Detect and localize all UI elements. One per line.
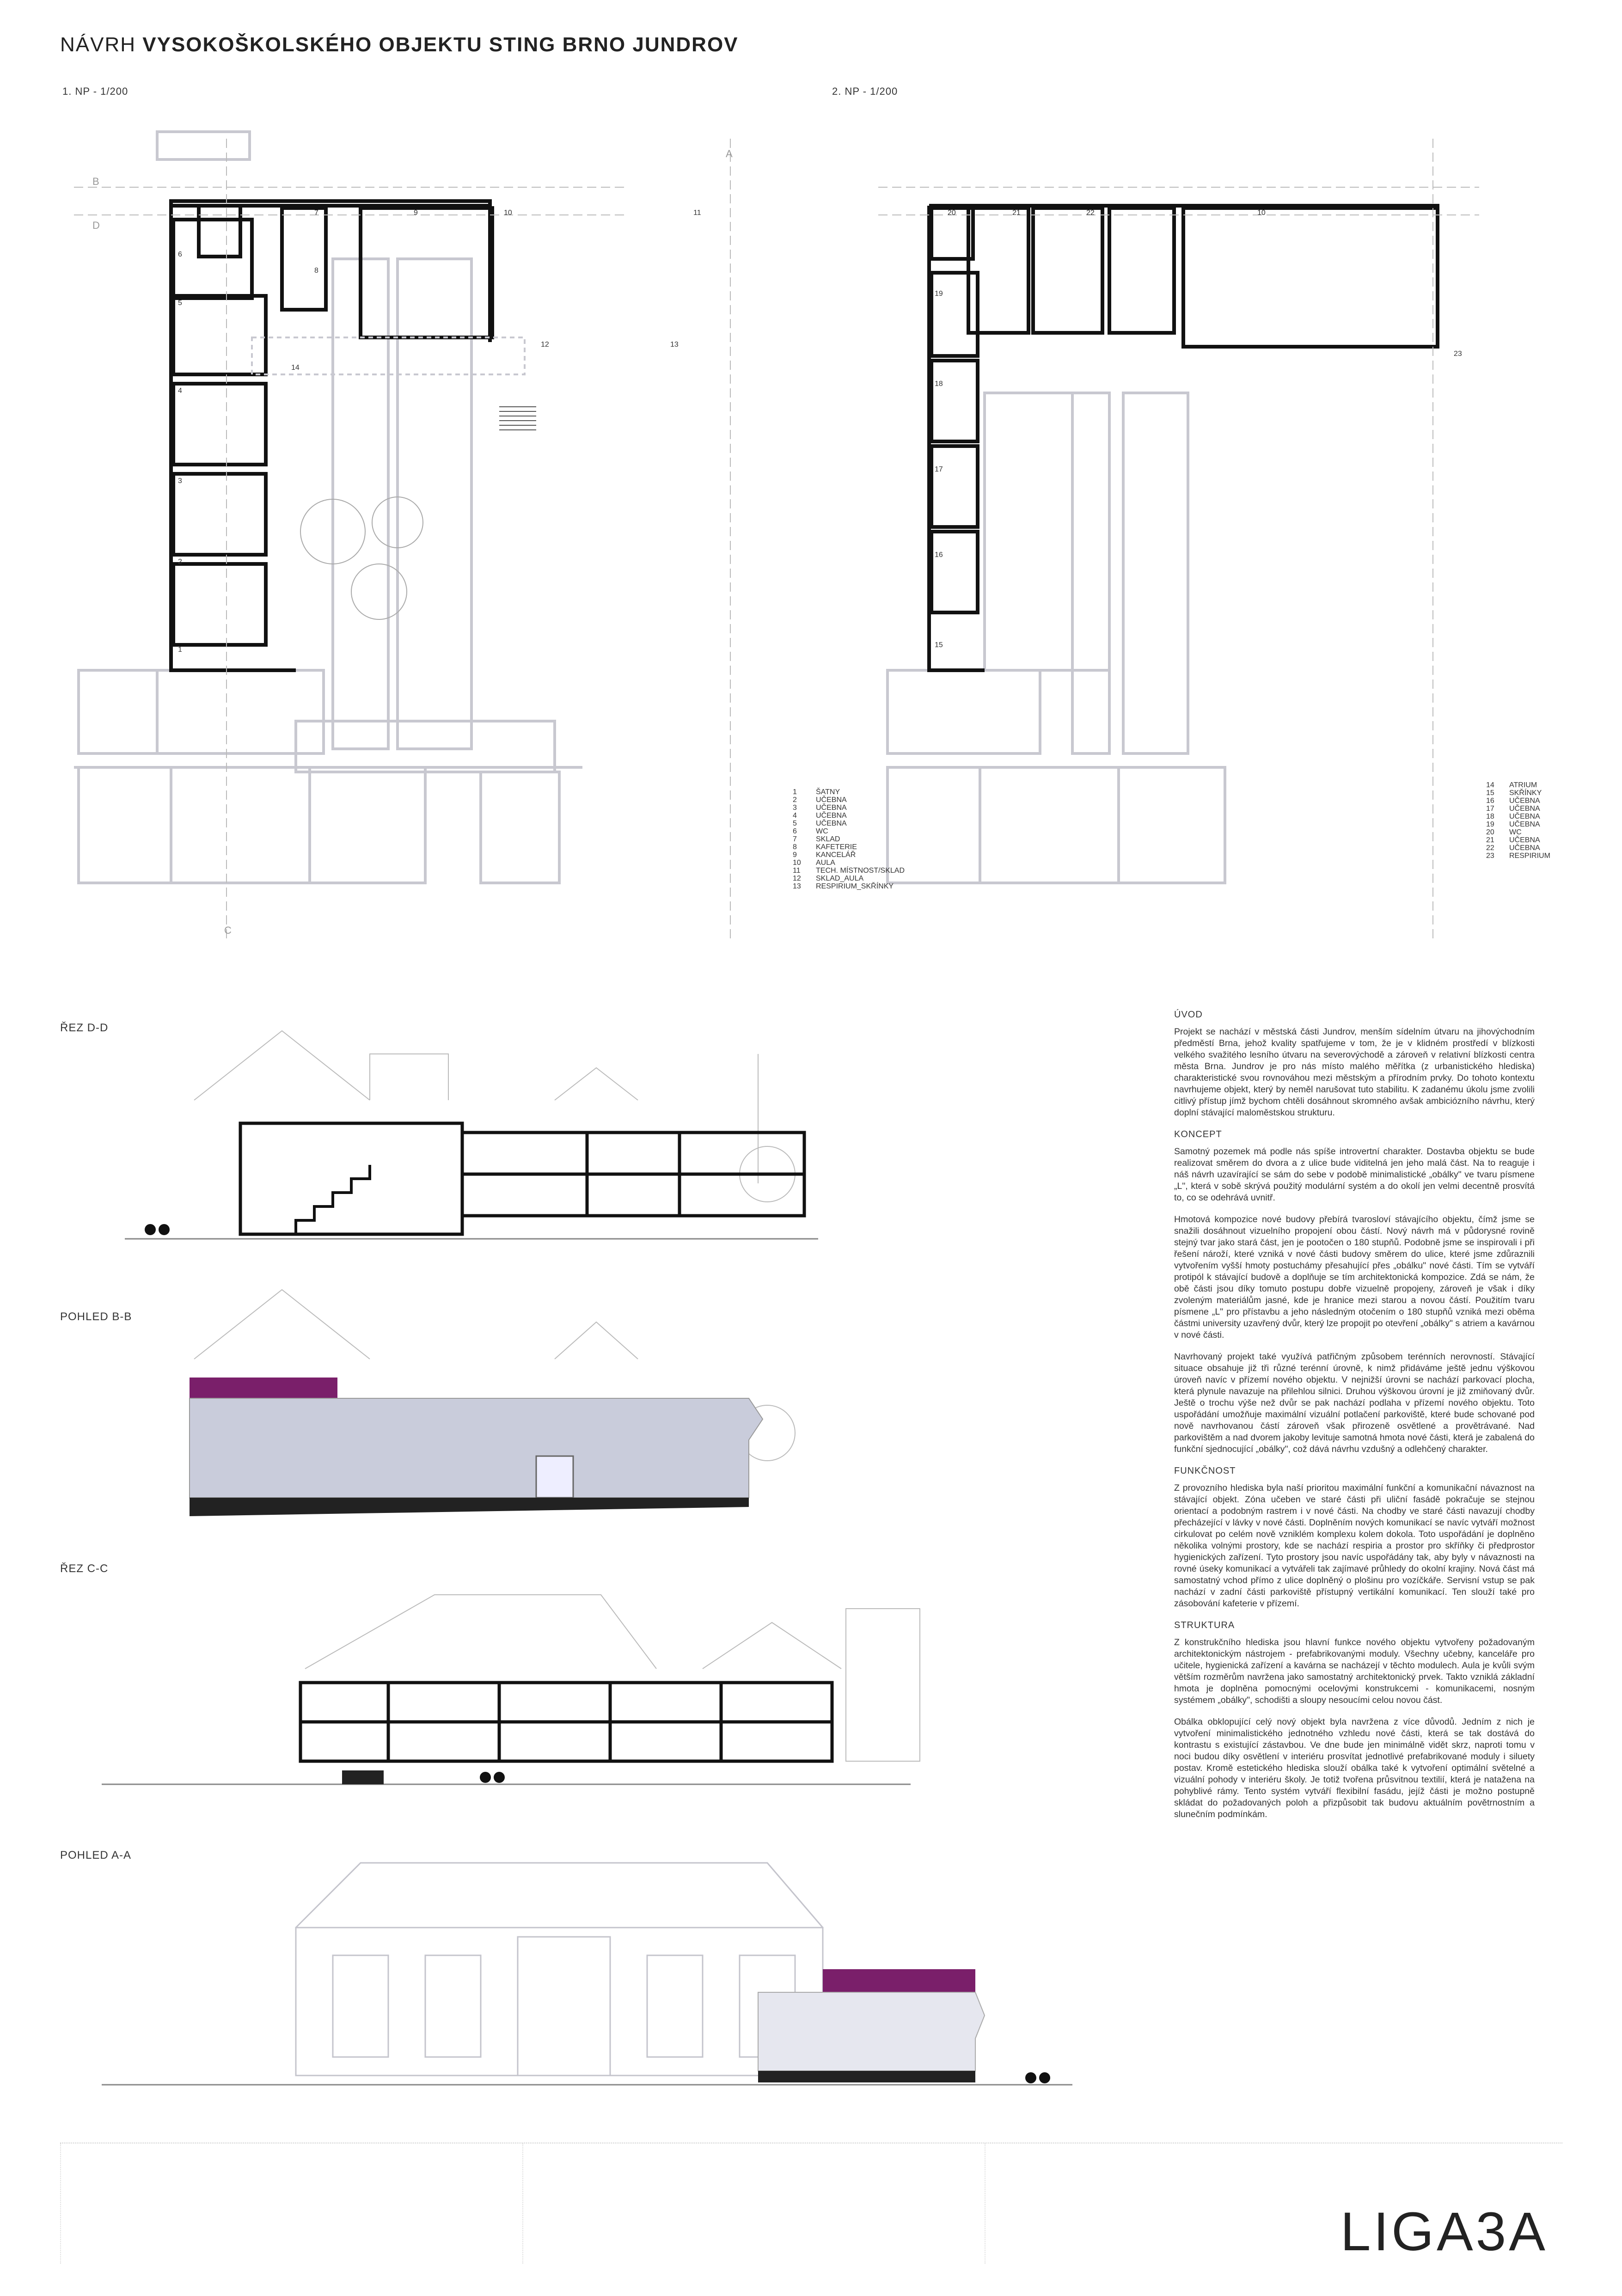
legend-number: 14 (1486, 781, 1494, 789)
liga3a-logo: LIGA3A (1340, 2201, 1548, 2262)
room-17-number: 17 (935, 465, 943, 473)
legend-number: 8 (793, 843, 797, 851)
uvod-paragraph: Projekt se nachází v městská části Jundrov, menším sídelním útvaru na jihovýchodním předměstí Brna, jehož kvality spatřujeme v tom, že je v klidném prostředí v blízkosti velkého svažitého lesního útvaru na severovýchodě a zároveň v relativní blízkosti centra města Brna. Jundrov je pro nás místo malého měřítka (z urbanistického hlediska) charakteristické svou rovnováhou mezi městským a přírodním prvky. Do tohoto kontextu navrhujeme objekt, který by neměl narušovat tuto stabilitu. K zadanému úkolu jsme zvolili citlivý přístup jímž bychom chtěli dosáhnout skromného avšak ambiciózního návrhu, který doplní stávající maloměstskou strukturu. (1174, 1027, 1535, 1118)
legend-label: WC (816, 827, 828, 835)
section-dd-drawing (125, 1017, 1096, 1257)
room-19-number: 19 (935, 290, 943, 298)
koncept-paragraph-1: Samotný pozemek má podle nás spíše introvertní charakter. Dostavba objektu se bude realizovat směrem do dvora a z ulice bude viditelná jen jeho malá část. Na to reaguje i náš návrh uzavírající se sám do sebe v podobě minimalistické „obálky" ve tvaru písmene „L", která v sobě skrývá použitý modulární systém a do okolí jen velmi decentně prosvítá to, co se odehrává uvnitř. (1174, 1146, 1535, 1203)
legend-floor1 (793, 788, 905, 890)
room-5-number: 5 (178, 299, 182, 307)
room-10-number-f2: 10 (1257, 209, 1266, 217)
legend-label: TECH. MÍSTNOST/SKLAD (816, 867, 905, 875)
room-15-number: 15 (935, 641, 943, 649)
page-title (60, 33, 739, 56)
room-3-number: 3 (178, 477, 182, 485)
legend-item (793, 812, 905, 820)
legend-item (1486, 828, 1550, 836)
room-14-number: 14 (291, 364, 300, 372)
footer-band (60, 2143, 1562, 2264)
room-4-number: 4 (178, 387, 182, 395)
legend-number: 17 (1486, 805, 1494, 813)
legend-item (793, 859, 905, 867)
legend-number: 12 (793, 875, 801, 882)
struktura-paragraph-2: Obálka obklopující celý nový objekt byla navržena z více důvodů. Jedním z nich je vytvoření minimalistického jednotného vzhledu nové části, která se tak dostává do kontrastu s existující zástavbou. Ve dne bude jen minimálně vidět skrz, naproti tomu v noci budou díky osvětlení v interiéru prosvítat jednotlivé prefabrikované moduly i siluety postav. Kromě estetického hlediska slouží obálka také k vytvoření optimální světelné a vizuální pohody v interiéru školy. Je totiž tvořena průsvitnou textilií, která je natažena na pohyblivé rámy. Tento systém vytváří flexibilní fasádu, jejíž části je možno postupně skládat do požadovaných poloh a přizpůsobit tak budovu aktuálním povětrnostním a slunečním podmínkám. (1174, 1717, 1535, 1819)
struktura-heading: STRUKTURA (1174, 1620, 1235, 1630)
floor1-label: 1. NP - 1/200 (62, 86, 129, 97)
rez-dd-label: ŘEZ D-D (60, 1022, 109, 1034)
section-mark-b: B (92, 176, 99, 187)
room-12-number: 12 (541, 341, 549, 349)
room-21-number: 21 (1012, 209, 1021, 217)
legend-label: UČEBNA (1509, 820, 1540, 828)
footer-divider (60, 2143, 61, 2264)
legend-label: SKLAD_AULA (816, 875, 864, 882)
legend-label: ATRIUM (1509, 781, 1537, 789)
legend-label: RESPIRIUM_SKŘÍNKY (816, 882, 894, 890)
legend-number: 11 (793, 867, 801, 875)
legend-item (793, 851, 905, 859)
legend-item (793, 843, 905, 851)
legend-label: UČEBNA (816, 796, 847, 804)
legend-item (793, 875, 905, 882)
legend-label: KAFETERIE (816, 843, 857, 851)
legend-label: SKLAD (816, 835, 840, 843)
legend-item (1486, 836, 1550, 844)
legend-item (793, 788, 905, 796)
legend-number: 4 (793, 812, 797, 820)
legend-number: 22 (1486, 844, 1494, 852)
room-7-number: 7 (314, 209, 318, 217)
floor2-plan (878, 120, 1479, 943)
section-cc-drawing (102, 1567, 1072, 1807)
legend-number: 18 (1486, 813, 1494, 820)
legend-item (793, 796, 905, 804)
section-mark-c: C (224, 925, 232, 936)
funkcnost-paragraph: Z provozního hlediska byla naší prioritou maximální funkční a komunikační návaznost na stávající objekt. Zóna učeben ve staré části při uliční fasádě pokračuje se stejnou orientací a podobným rastrem i v nové části. Na chodby ve staré části navazují chodby přecházející v lávky v nové části. Doplněním nových komunikací se navíc vytváří možnost cirkulovat po celém nově vzniklém komplexu kolem dokola. Toto uspořádání je doplněno několika volnými prostory, kde se nachází respiria a prostor pro skříňky či předprostor hygienických zařízení. Tyto prostory jsou navíc uspořádány tak, aby byly v návaznosti na rovné úseky komunikací a vytvářeli tak zajímavé průhledy do okolní krajiny. Nová část má samostatný vchod přímo z ulice doplněný o plošinu pro vozíčkáře. Servisní vstup se pak nachází v zadní části parkoviště přístupný vertikální komunikací. Ten slouží také pro zásobování kafeterie v přízemí. (1174, 1483, 1535, 1609)
legend-item (1486, 797, 1550, 805)
room-23-number: 23 (1454, 350, 1462, 358)
legend-item (1486, 781, 1550, 789)
legend-number: 13 (793, 882, 801, 890)
legend-number: 19 (1486, 820, 1494, 828)
legend-item (793, 827, 905, 835)
elevation-bb-drawing (125, 1280, 1096, 1521)
koncept-heading: KONCEPT (1174, 1129, 1222, 1139)
legend-label: UČEBNA (1509, 813, 1540, 820)
floor1-plan (74, 120, 767, 943)
room-11-number: 11 (693, 209, 701, 217)
rez-cc-label: ŘEZ C-C (60, 1562, 109, 1575)
legend-label: UČEBNA (816, 820, 847, 827)
koncept-paragraph-2: Hmotová kompozice nové budovy přebírá tvarosloví stávajícího objektu, čímž jsme se snažili dosáhnout vizuelního propojení obou částí. Nový návrh má v půdorysné rovině stejný tvar jako stará část, jen je pootočen o 180 stupňů. Podobně jsme se inspirovali i při řešení nároží, které vzniká v nové části budovy směrem do ulice, které jsme zdůraznili vytvořením vyšší hmoty postuchámy přesahující přes „obálku" nové části. Tím se vytváří protipól k stávající budově a doplňuje se tím architektonická kompozice. Zdá se nám, že obě části jsou díky tomuto postupu dobře vizuelně propojeny, zároveň je však i díky zvoleným materiálům jasné, kde je hranice mezi starou a novou částí. Použitím tvaru písmene „L" pro přístavbu a jeho následným otočením o 180 stupňů vzniká mezi oběma částmi university uzavřený dvůr, který lze propojit po otevření „obálky" s atriem a kavárnou v nové části. (1174, 1214, 1535, 1340)
legend-number: 6 (793, 827, 797, 835)
room-22-number: 22 (1086, 209, 1095, 217)
legend-label: RESPIRIUM (1509, 852, 1550, 860)
legend-item (793, 867, 905, 875)
legend-number: 20 (1486, 828, 1494, 836)
room-2-number: 2 (178, 558, 182, 566)
legend-item (793, 882, 905, 890)
section-mark-d: D (92, 220, 100, 231)
room-10-number: 10 (504, 209, 512, 217)
legend-item (793, 820, 905, 827)
legend-item (1486, 805, 1550, 813)
legend-label: KANCELÁŘ (816, 851, 856, 859)
legend-item (1486, 852, 1550, 860)
legend-item (793, 804, 905, 812)
legend-item (1486, 813, 1550, 820)
description-column (1174, 1001, 1535, 1831)
legend-item (1486, 789, 1550, 797)
legend-number: 21 (1486, 836, 1494, 844)
room-18-number: 18 (935, 380, 943, 388)
koncept-paragraph-3: Navrhovaný projekt také využívá patřičným způsobem terénních nerovností. Stávající situace obsahuje již tři různé terénní úrovně, k nimž přidáváme ještě jednu výškovou úroveň navíc v přízemí nového objektu. V nejnižší úrovni se nachází parkovací plocha, která plynule navazuje na přilehlou silnici. Druhou výškovou úrovní je již zmiňovaný dvůr. Ještě o trochu výše než dvůr se pak nachází podlaha v přízemí nového objektu. Toto uspořádání umožňuje maximální vizuální potlačení parkoviště, které bude schované pod nově navrhovanou částí zároveň však přirozeně osvětlené a provětrávané. Nad parkovištěm a nad dvorem jakoby levituje samotná hmota nové části, která je zabalená do funkční sjednocující „obálky", což dává návrhu vzdušný a odlehčený charakter. (1174, 1352, 1535, 1454)
legend-label: WC (1509, 828, 1522, 836)
legend-number: 7 (793, 835, 797, 843)
legend-label: ŠATNY (816, 788, 840, 796)
legend-number: 3 (793, 804, 797, 812)
funkcnost-heading: FUNKČNOST (1174, 1466, 1236, 1476)
legend-item (1486, 844, 1550, 852)
footer-divider (522, 2143, 523, 2264)
room-20-number: 20 (948, 209, 956, 217)
title-bold: VYSOKOŠKOLSKÉHO OBJEKTU STING BRNO JUNDROV (142, 33, 739, 56)
struktura-paragraph-1: Z konstrukčního hlediska jsou hlavní funkce nového objektu vytvořeny požadovaným architektonickým nástrojem - prefabrikovanými moduly. Všechny učebny, kanceláře pro učitele, hygienická zařízení a kavárna se nacházejí v těchto modulech. Aula je kvůli svým větším rozměrům navržena jako samostatný architektonický prvek. Takto vzniklá základní hmota je doplněna pomocnými ocelovými konstrukcemi - komunikacemi, nosným systémem „obálky", schodišti a sloupy nesoucími celou novou část. (1174, 1637, 1535, 1705)
legend-number: 16 (1486, 797, 1494, 805)
legend-label: SKŘÍNKY (1509, 789, 1542, 797)
legend-number: 9 (793, 851, 797, 859)
room-9-number: 9 (414, 209, 418, 217)
legend-label: UČEBNA (1509, 844, 1540, 852)
legend-label: AULA (816, 859, 835, 867)
pohled-aa-label: POHLED A-A (60, 1849, 132, 1861)
legend-label: UČEBNA (816, 804, 847, 812)
legend-number: 1 (793, 788, 797, 796)
room-1-number: 1 (178, 646, 182, 654)
legend-number: 2 (793, 796, 797, 804)
legend-number: 23 (1486, 852, 1494, 860)
title-prefix: NÁVRH (60, 33, 136, 56)
floor2-label: 2. NP - 1/200 (832, 86, 898, 97)
legend-label: UČEBNA (1509, 836, 1540, 844)
legend-label: UČEBNA (1509, 797, 1540, 805)
uvod-heading: ÚVOD (1174, 1010, 1203, 1020)
legend-item (793, 835, 905, 843)
legend-floor2 (1486, 781, 1550, 860)
legend-label: UČEBNA (816, 812, 847, 820)
legend-number: 5 (793, 820, 797, 827)
legend-label: UČEBNA (1509, 805, 1540, 813)
section-mark-a: A (726, 148, 733, 159)
legend-item (1486, 820, 1550, 828)
room-8-number: 8 (314, 267, 318, 275)
legend-number: 10 (793, 859, 801, 867)
room-16-number: 16 (935, 551, 943, 559)
room-6-number: 6 (178, 251, 182, 258)
room-13-number: 13 (670, 341, 679, 349)
pohled-bb-label: POHLED B-B (60, 1310, 132, 1323)
legend-number: 15 (1486, 789, 1494, 797)
elevation-aa-drawing (102, 1844, 1119, 2103)
